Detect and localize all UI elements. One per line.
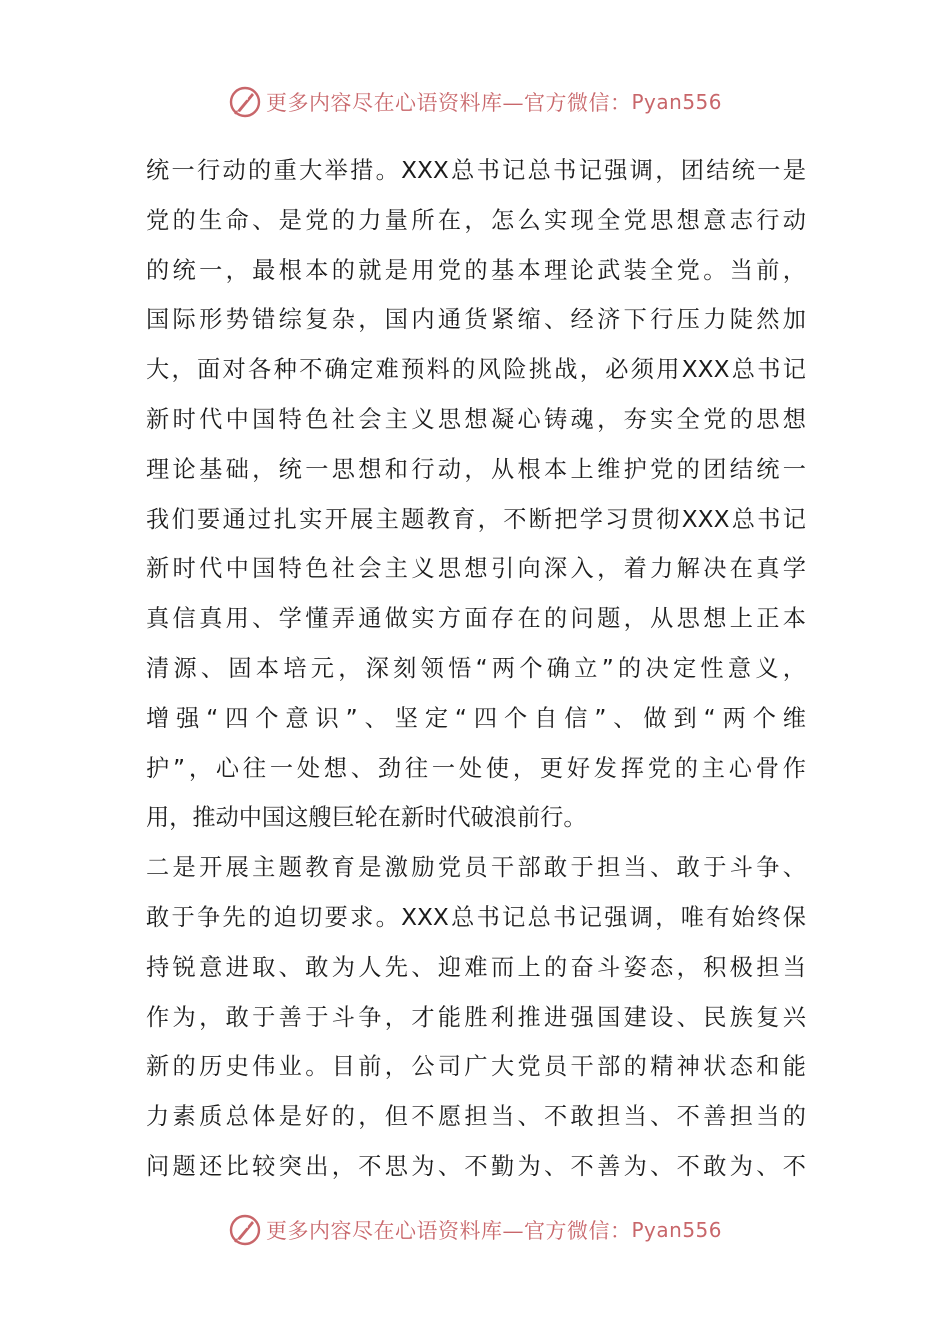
- quill-pen-icon: [228, 1213, 262, 1247]
- body-text: [146, 146, 806, 1192]
- text-line: 我们要通过扎实开展主题教育，不断把学习贯彻XXX总书记: [146, 505, 806, 533]
- text-line: 的统一，最根本的就是用党的基本理论武装全党。当前，: [146, 256, 806, 284]
- text-line: 大，面对各种不确定难预料的风险挑战，必须用XXX总书记: [146, 356, 806, 384]
- text-line: 新时代中国特色社会主义思想凝心铸魂，夯实全党的思想: [146, 405, 806, 433]
- text-line: 增强“四个意识”、坚定“四个自信”、做到“两个维: [146, 704, 806, 732]
- text-line: 国际形势错综复杂，国内通货紧缩、经济下行压力陡然加: [146, 306, 806, 334]
- text-line: 护”，心往一处想、劲往一处使，更好发挥党的主心骨作: [146, 754, 806, 782]
- text-line: 真信真用、学懂弄通做实方面存在的问题，从思想上正本: [146, 605, 806, 633]
- footer-watermark-handle: Pyan556: [631, 1218, 722, 1242]
- footer-watermark: [0, 1212, 950, 1248]
- header-watermark: [0, 84, 950, 120]
- text-line: 新时代中国特色社会主义思想引向深入，着力解决在真学: [146, 555, 806, 583]
- header-watermark-handle: Pyan556: [631, 90, 722, 114]
- text-line: 力素质总体是好的，但不愿担当、不敢担当、不善担当的: [146, 1103, 806, 1131]
- text-line: 持锐意进取、敢为人先、迎难而上的奋斗姿态，积极担当: [146, 953, 806, 981]
- text-line: 党的生命、是党的力量所在，怎么实现全党思想意志行动: [146, 206, 806, 234]
- text-line: 敢于争先的迫切要求。XXX总书记总书记强调，唯有始终保: [146, 903, 806, 931]
- text-line: 理论基础，统一思想和行动，从根本上维护党的团结统一: [146, 455, 806, 483]
- text-line: 新的历史伟业。目前，公司广大党员干部的精神状态和能: [146, 1053, 806, 1081]
- text-line: 作为，敢于善于斗争，才能胜利推进强国建设、民族复兴: [146, 1003, 806, 1031]
- text-line: 二是开展主题教育是激励党员干部敢于担当、敢于斗争、: [146, 854, 806, 882]
- text-line: 用，推动中国这艘巨轮在新时代破浪前行。: [146, 804, 587, 832]
- text-line: 清源、固本培元，深刻领悟“两个确立”的决定性意义，: [146, 654, 806, 682]
- text-line: 统一行动的重大举措。XXX总书记总书记强调，团结统一是: [146, 157, 806, 184]
- footer-watermark-text: 更多内容尽在心语资料库—官方微信：: [265, 1219, 632, 1243]
- header-watermark-text: 更多内容尽在心语资料库—官方微信：: [265, 91, 632, 115]
- quill-pen-icon: [228, 85, 262, 119]
- text-line: 问题还比较突出，不思为、不勤为、不善为、不敢为、不: [146, 1152, 806, 1180]
